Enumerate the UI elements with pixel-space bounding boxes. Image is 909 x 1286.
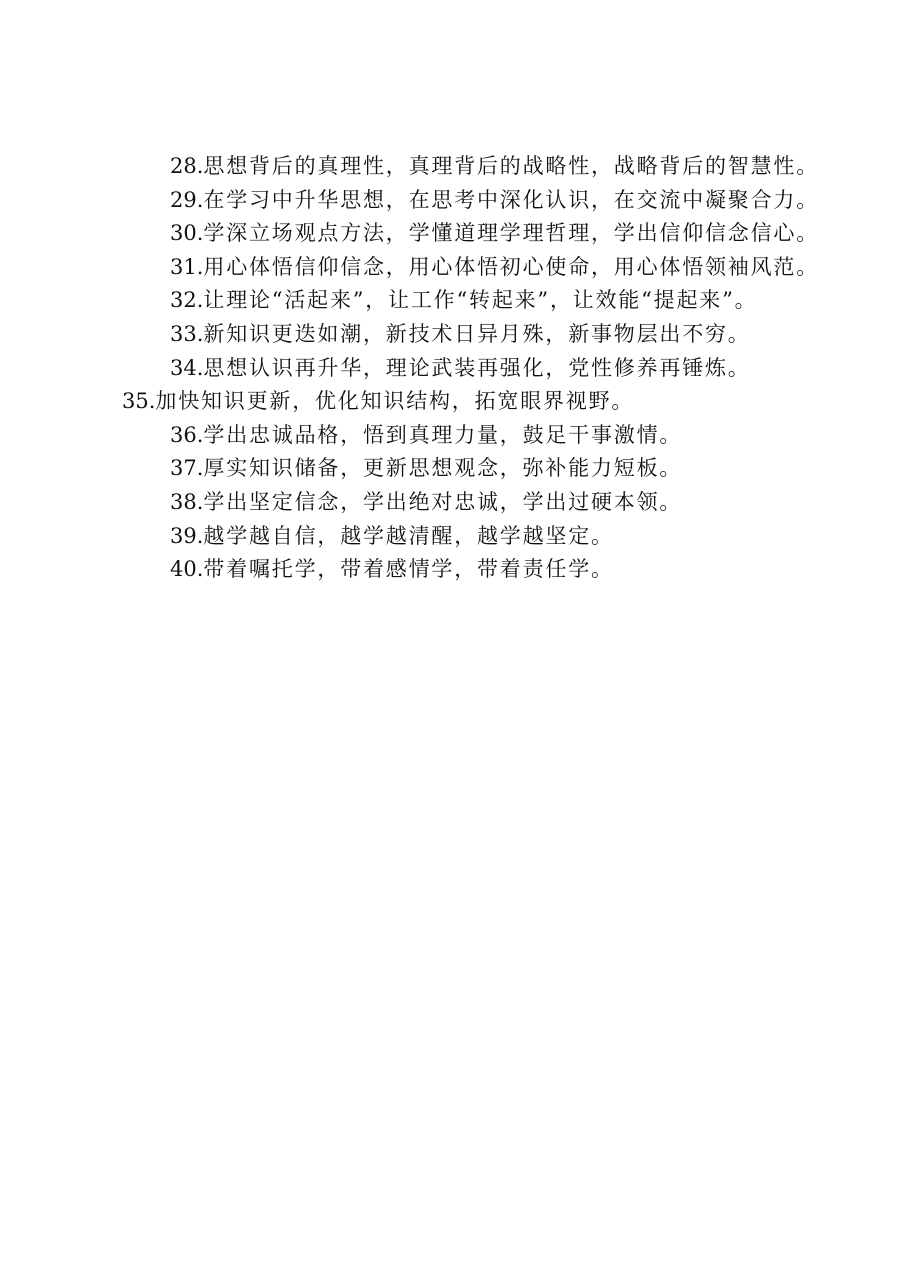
item-text: 思想背后的真理性，真理背后的战略性，战略背后的智慧性。 [203,154,820,178]
list-item [122,419,822,453]
item-text: 带着嘱托学，带着感情学，带着责任学。 [203,557,614,582]
list-item [122,385,822,419]
item-number: 33. [170,321,204,346]
list-item [122,352,822,386]
item-number: 40. [170,557,204,582]
list-item [122,452,822,486]
item-number: 32. [170,288,204,313]
item-text: 思想认识再升华，理论武装再强化，党性修养再锤炼。 [203,355,751,380]
item-text: 学出忠诚品格，悟到真理力量，鼓足干事激情。 [203,422,683,447]
list-item [122,217,822,251]
list-item [122,486,822,520]
item-text: 越学越自信，越学越清醒，越学越坚定。 [203,523,614,548]
list-item [122,251,822,285]
item-number: 38. [170,489,204,514]
item-number: 36. [170,422,204,447]
item-text: 新知识更迭如潮，新技术日异月殊，新事物层出不穷。 [203,321,751,346]
item-number: 30. [170,221,204,246]
list-item [122,284,822,318]
list-item [122,150,822,184]
item-text: 学出坚定信念，学出绝对忠诚，学出过硬本领。 [203,489,683,514]
item-number: 35. [122,389,156,414]
list-item [122,553,822,587]
item-text: 厚实知识储备，更新思想观念，弥补能力短板。 [203,456,683,481]
item-number: 31. [170,254,204,279]
item-number: 34. [170,355,204,380]
item-number: 28. [170,154,204,178]
item-text: 用心体悟信仰信念，用心体悟初心使命，用心体悟领袖风范。 [203,254,820,279]
document-body [122,150,822,587]
item-number: 37. [170,456,204,481]
list-item [122,184,822,218]
item-number: 39. [170,523,204,548]
list-item [122,318,822,352]
list-item [122,520,822,554]
item-text: 让理论“活起来”，让工作“转起来”，让效能“提起来”。 [203,288,758,313]
item-text: 在学习中升华思想，在思考中深化认识，在交流中凝聚合力。 [203,187,820,212]
item-text: 学深立场观点方法，学懂道理学理哲理，学出信仰信念信心。 [203,221,820,246]
item-number: 29. [170,187,204,212]
item-text: 加快知识更新，优化知识结构，拓宽眼界视野。 [155,389,635,414]
